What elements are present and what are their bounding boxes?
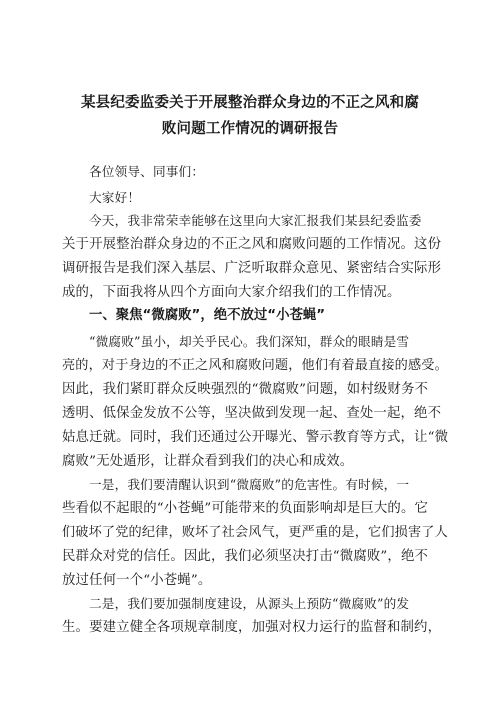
- paragraph-line: 二是，我们要加强制度建设，从源头上预防“微腐败”的发: [89, 596, 410, 611]
- paragraph-line: 们破坏了党的纪律，败坏了社会风气，更严重的是，它们损害了人: [62, 525, 448, 540]
- paragraph-line: 放过任何一个“小苍蝇”。: [62, 573, 212, 588]
- intro-line: 今天，我非常荣幸能够在这里向大家汇报我们某县纪委监委: [89, 213, 422, 228]
- document-title-line-2: 败问题工作情况的调研报告: [161, 121, 339, 137]
- paragraph-line: 因此，我们紧盯群众反映强烈的“微腐败”问题，如村级财务不: [62, 382, 429, 397]
- paragraph-line: 姑息迁就。同时，我们还通过公开曝光、警示教育等方式，让“微: [62, 430, 449, 445]
- section-heading: 一、聚焦“微腐败”，绝不放过“小苍蝇”: [89, 308, 326, 323]
- paragraph-line: 腐败”无处遁形，让群众看到我们的决心和成效。: [62, 454, 354, 469]
- paragraph-line: 些看似不起眼的“小苍蝇”可能带来的负面影响却是巨大的。它: [62, 501, 429, 516]
- paragraph-line: 生。要建立健全各项规章制度，加强对权力运行的监督和制约，: [62, 620, 442, 635]
- paragraph-line: 亮的，对于身边的不正之风和腐败问题，他们有着最直接的感受。: [62, 358, 448, 373]
- intro-line: 调研报告是我们深入基层、广泛听取群众意见、紧密结合实际形: [62, 261, 442, 276]
- intro-line: 成的，下面我将从四个方面向大家介绍我们的工作情况。: [62, 285, 401, 300]
- greeting: 大家好！: [89, 190, 141, 205]
- intro-line: 关于开展整治群众身边的不正之风和腐败问题的工作情况。这份: [62, 237, 442, 252]
- paragraph-line: 一是，我们要清醒认识到“微腐败”的危害性。有时候，一: [89, 477, 410, 492]
- document-title-line-1: 某县纪委监委关于开展整治群众身边的不正之风和腐: [80, 95, 420, 111]
- paragraph-line: 透明、低保金发放不公等，坚决做到发现一起、查处一起，绝不: [62, 406, 442, 421]
- paragraph-line: “微腐败”虽小，却关乎民心。我们深知，群众的眼睛是雪: [89, 334, 410, 349]
- paragraph-line: 民群众对党的信任。因此，我们必须坚决打击“微腐败”，绝不: [62, 549, 429, 564]
- salutation: 各位领导、同事们：: [89, 164, 205, 179]
